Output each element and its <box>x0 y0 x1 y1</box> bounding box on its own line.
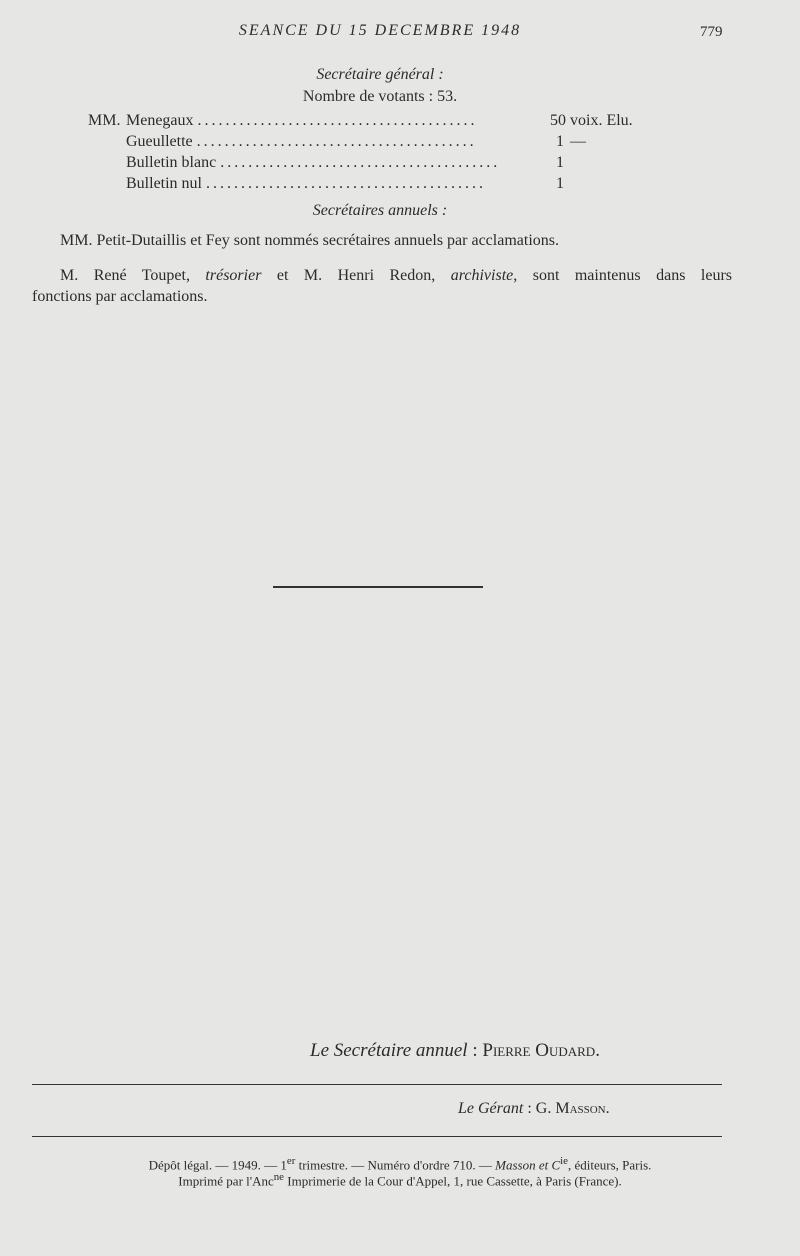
footer-rule-top <box>32 1084 722 1085</box>
gerant-name: G. Masson. <box>535 1100 610 1117</box>
tresorier-paragraph <box>32 265 732 307</box>
gerant-label: Le Gérant <box>458 1100 524 1117</box>
vote-extra: voix. Elu. <box>570 112 633 129</box>
text-run: , éditeurs, Paris. <box>567 1157 652 1173</box>
tresorier-line-2: fonctions par acclamations. <box>32 288 208 305</box>
text-run: et M. Henri Redon, <box>261 267 451 284</box>
votants-line: Nombre de votants : 53. <box>302 88 458 105</box>
superscript: ie <box>560 1155 568 1167</box>
vote-count: 1 <box>556 175 564 192</box>
vote-name: Bulletin blanc <box>126 154 217 171</box>
leader-dots: ........................................ <box>196 133 477 150</box>
role-archiviste: archiviste <box>450 267 514 284</box>
secretaires-annuels-text: MM. Petit-Dutaillis et Fey sont nommés secrétaires annuels par acclamations. <box>60 232 559 249</box>
publisher-name: Masson et C <box>495 1157 561 1173</box>
vote-name: Bulletin nul <box>126 175 202 192</box>
vote-count: 50 <box>550 112 566 129</box>
vote-extra: — <box>570 133 586 150</box>
gerant-line <box>458 1100 610 1118</box>
section-divider <box>273 586 483 588</box>
leader-dots: ........................................ <box>206 175 486 192</box>
text-run: trimestre. — Numéro d'ordre 710. — <box>295 1157 496 1173</box>
signature-label: Le Secrétaire annuel <box>310 1040 468 1061</box>
vote-row <box>88 131 633 152</box>
section-heading-secretaires-annuels: Secrétaires annuels : <box>312 202 448 219</box>
role-tresorier: trésorier <box>205 267 262 284</box>
text-run: , sont maintenus dans leurs <box>513 267 732 284</box>
superscript: er <box>286 1155 296 1167</box>
text-run: : <box>467 1040 483 1061</box>
section-heading-secretaire-general: Secrétaire général : <box>316 66 444 83</box>
leader-dots: ........................................ <box>197 112 478 129</box>
footer-line-2 <box>20 1168 780 1190</box>
signature-line <box>310 1040 600 1062</box>
tresorier-line-1 <box>32 265 732 286</box>
text-run: Imprimerie de la Cour d'Appel, 1, rue Cassette, à Paris (France). <box>284 1173 622 1189</box>
leader-dots: ........................................ <box>220 154 501 171</box>
vote-prefix <box>88 173 126 194</box>
vote-count: 1 <box>556 133 564 150</box>
text-run: M. René Toupet, <box>60 267 206 284</box>
page-number: 779 <box>700 24 723 40</box>
footer-rule-bottom <box>32 1136 722 1137</box>
superscript: ne <box>273 1171 284 1183</box>
signature-name: Pierre Oudard. <box>482 1040 600 1061</box>
vote-extra <box>564 152 570 173</box>
text-run: Imprimé par l'Anc <box>178 1173 274 1189</box>
text-run: : <box>523 1100 536 1117</box>
running-header: SEANCE DU 15 DECEMBRE 1948 <box>238 22 522 39</box>
vote-prefix <box>88 152 126 173</box>
vote-prefix <box>88 131 126 152</box>
vote-table <box>88 110 633 194</box>
vote-prefix: MM. <box>88 112 121 129</box>
vote-row <box>88 173 633 194</box>
vote-name: Gueullette <box>126 133 193 150</box>
vote-extra <box>564 173 570 194</box>
vote-row <box>88 152 633 173</box>
vote-row <box>88 110 633 131</box>
vote-count: 1 <box>556 154 564 171</box>
text-run: Dépôt légal. — 1949. — 1 <box>148 1157 287 1173</box>
vote-name: Menegaux <box>126 112 194 129</box>
